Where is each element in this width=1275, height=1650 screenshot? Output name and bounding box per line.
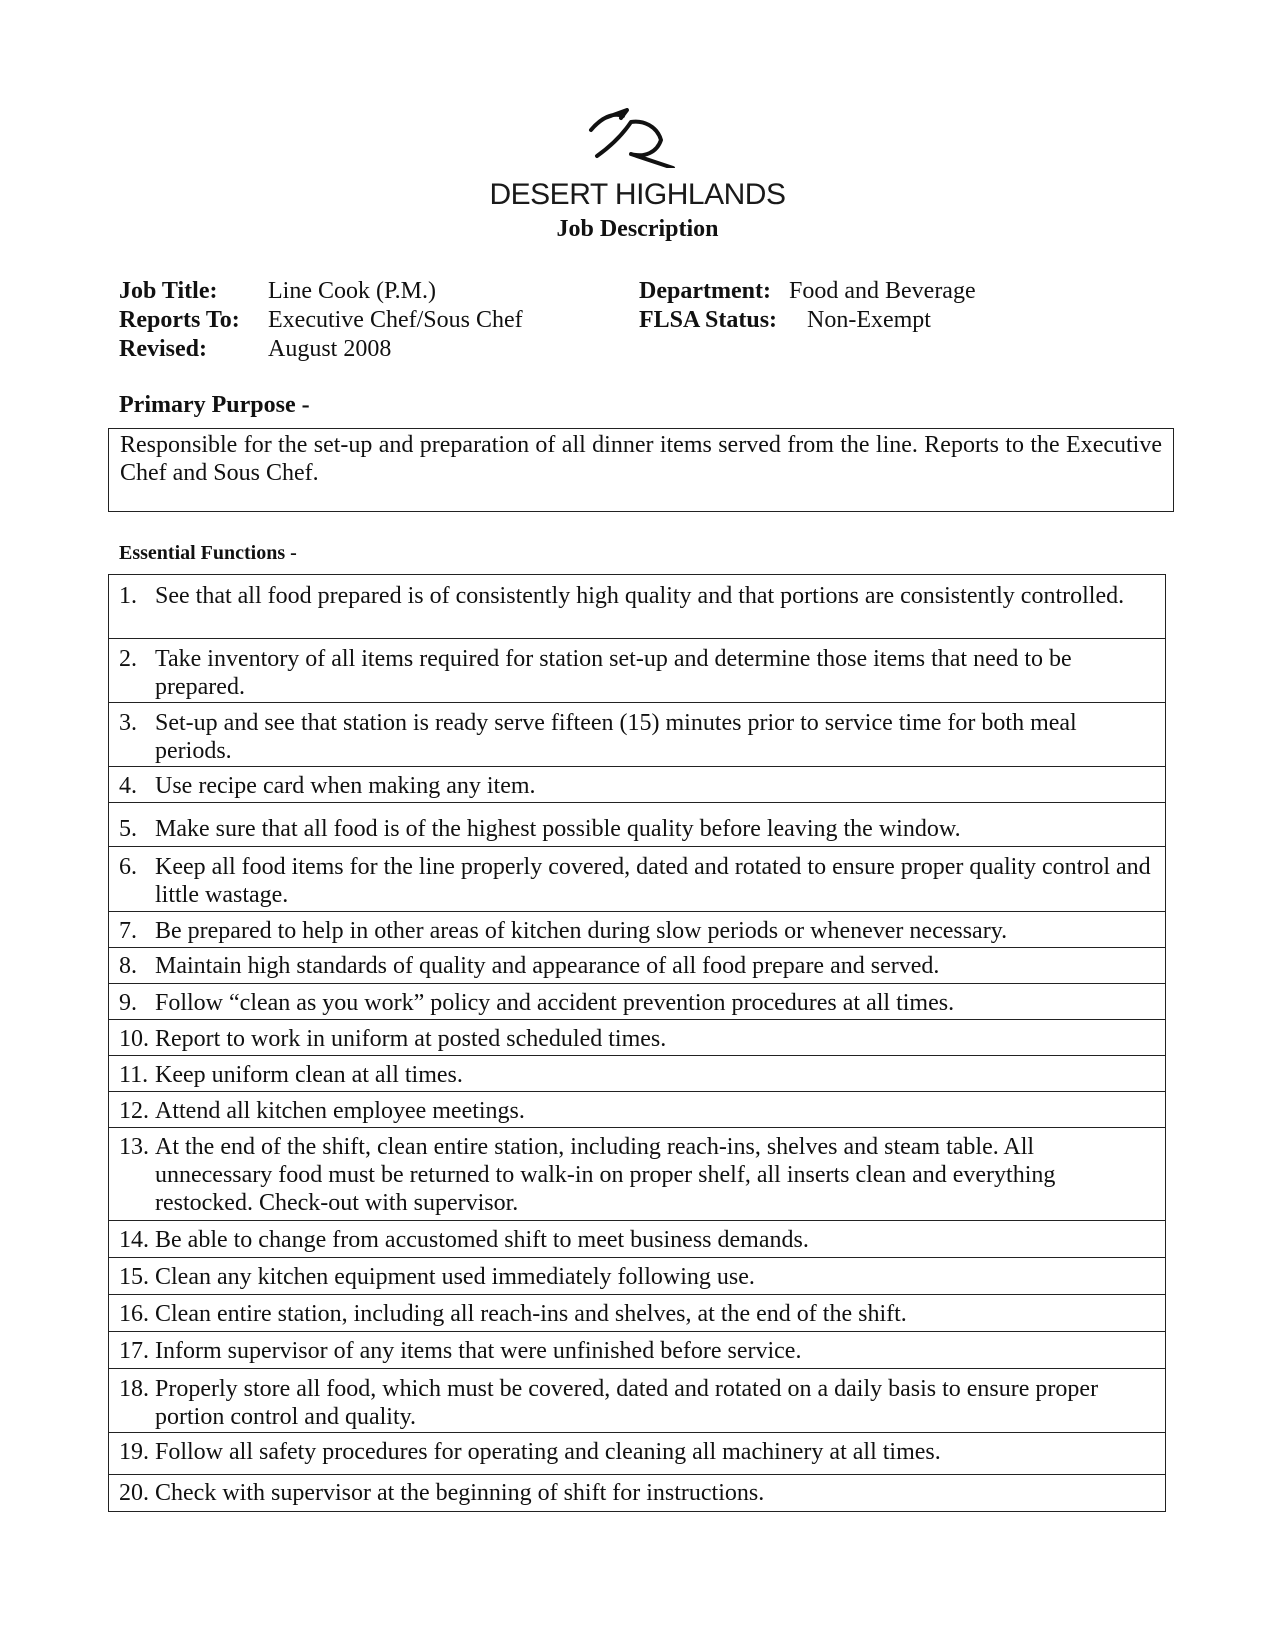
item-text: Follow all safety procedures for operating and cleaning all machinery at all times. (155, 1439, 941, 1465)
item-number: 19. (119, 1439, 149, 1465)
essential-functions-heading: Essential Functions - (119, 542, 297, 564)
desert-highlands-mountain-logo-icon (587, 108, 677, 168)
item-number: 13. (119, 1134, 149, 1160)
table-row (109, 1433, 1165, 1475)
item-text: Inform supervisor of any items that were unfinished before service. (155, 1338, 802, 1364)
table-row (109, 1092, 1165, 1128)
item-text: Be prepared to help in other areas of kitchen during slow periods or whenever necessary. (155, 918, 1008, 944)
primary-purpose-box: Responsible for the set-up and preparation of all dinner items served from the line. Reports to the Executive Chef and Sous Chef. (108, 428, 1174, 512)
revised-value: August 2008 (268, 336, 392, 362)
item-text: Report to work in uniform at posted scheduled times. (155, 1026, 667, 1052)
primary-purpose-heading: Primary Purpose - (119, 392, 310, 418)
table-row (109, 847, 1165, 912)
item-number: 4. (119, 773, 137, 799)
table-row (109, 639, 1165, 703)
job-title-value: Line Cook (P.M.) (268, 278, 436, 304)
item-text: Make sure that all food is of the highest possible quality before leaving the window. (155, 816, 961, 842)
item-number: 17. (119, 1338, 149, 1364)
item-number: 2. (119, 646, 137, 672)
item-number: 5. (119, 816, 137, 842)
table-row (109, 1295, 1165, 1332)
item-text: Set-up and see that station is ready serve fifteen (15) minutes prior to service time for both meal periods. (155, 710, 1077, 764)
essential-functions-table (108, 574, 1166, 1512)
table-row (109, 1475, 1165, 1511)
item-number: 6. (119, 854, 137, 880)
reports-to-label: Reports To: (119, 307, 240, 333)
item-number: 8. (119, 953, 137, 979)
item-number: 15. (119, 1264, 149, 1290)
flsa-status-value: Non-Exempt (807, 307, 931, 333)
item-text: Maintain high standards of quality and appearance of all food prepare and served. (155, 953, 940, 979)
item-text: Clean entire station, including all reach-ins and shelves, at the end of the shift. (155, 1301, 907, 1327)
department-value: Food and Beverage (789, 278, 976, 304)
item-text: Take inventory of all items required for station set-up and determine those items that need to be prepared. (155, 646, 1072, 700)
job-title-label: Job Title: (119, 278, 218, 304)
item-number: 18. (119, 1376, 149, 1402)
brand-name: DESERT HIGHLANDS (489, 178, 786, 211)
table-row (109, 1020, 1165, 1056)
table-row (109, 1221, 1165, 1258)
item-number: 20. (119, 1480, 149, 1506)
item-text: Properly store all food, which must be covered, dated and rotated on a daily basis to ensure proper portion control and quality. (155, 1376, 1099, 1430)
item-number: 11. (119, 1062, 149, 1088)
table-row (109, 912, 1165, 948)
item-text: Attend all kitchen employee meetings. (155, 1098, 525, 1124)
item-text: Follow “clean as you work” policy and accident prevention procedures at all times. (155, 990, 955, 1016)
item-text: See that all food prepared is of consistently high quality and that portions are consistently controlled. (155, 583, 1125, 609)
reports-to-value: Executive Chef/Sous Chef (268, 307, 523, 333)
item-text: At the end of the shift, clean entire station, including reach-ins, shelves and steam table. All unnecessary food must be returned to walk-in on proper shelf, all inserts clean and everything restocked. Check-out with supervisor. (155, 1134, 1056, 1216)
revised-label: Revised: (119, 336, 207, 362)
table-row (109, 703, 1165, 767)
flsa-status-label: FLSA Status: (639, 307, 778, 333)
page-title: Job Description (556, 216, 719, 242)
table-row (109, 575, 1165, 639)
item-number: 7. (119, 918, 137, 944)
table-row (109, 1369, 1165, 1433)
table-row (109, 948, 1165, 984)
table-row (109, 1128, 1165, 1221)
item-number: 14. (119, 1227, 149, 1253)
item-text: Be able to change from accustomed shift to meet business demands. (155, 1227, 809, 1253)
item-text: Clean any kitchen equipment used immediately following use. (155, 1264, 755, 1290)
item-text: Keep uniform clean at all times. (155, 1062, 463, 1088)
item-number: 3. (119, 710, 137, 736)
department-label: Department: (639, 278, 771, 304)
item-text: Use recipe card when making any item. (155, 773, 536, 799)
table-row (109, 803, 1165, 847)
table-row (109, 767, 1165, 803)
item-number: 10. (119, 1026, 149, 1052)
item-number: 16. (119, 1301, 149, 1327)
item-number: 9. (119, 990, 137, 1016)
item-number: 12. (119, 1098, 149, 1124)
table-row (109, 1056, 1165, 1092)
item-text: Keep all food items for the line properly covered, dated and rotated to ensure proper quality control and little wastage. (155, 854, 1151, 908)
item-text: Check with supervisor at the beginning of shift for instructions. (155, 1480, 765, 1506)
table-row (109, 1258, 1165, 1295)
table-row (109, 1332, 1165, 1369)
item-number: 1. (119, 583, 137, 609)
table-row (109, 984, 1165, 1020)
